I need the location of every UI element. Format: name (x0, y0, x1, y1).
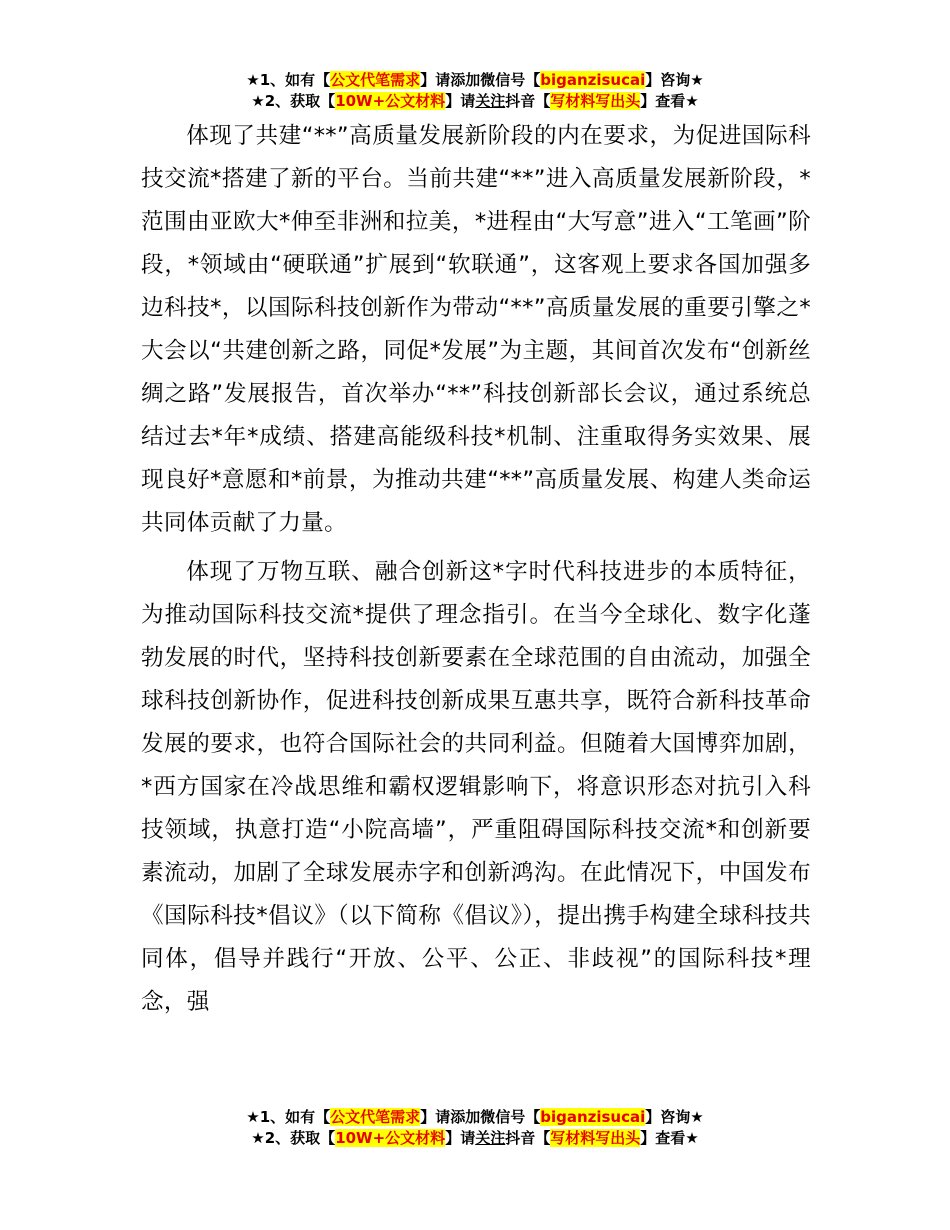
document-body (141, 115, 811, 1030)
highlight-douyin-account: 写材料写出头 (550, 1129, 641, 1147)
banner-text: 】请 (445, 92, 476, 110)
banner-text: 抖音【 (505, 1129, 551, 1147)
highlight-service: 公文代笔需求 (330, 71, 421, 89)
banner-text: 】查看★ (640, 1129, 699, 1147)
banner-text: ★1、如有【 (246, 71, 331, 89)
header-banner-line-2 (0, 91, 950, 112)
footer-banner-line-2 (0, 1128, 950, 1149)
underlined-follow: 关注 (475, 1129, 506, 1147)
header-banner (0, 70, 950, 112)
banner-text: ★1、如有【 (246, 1108, 331, 1126)
footer-banner-line-1 (0, 1107, 950, 1128)
banner-text: ★2、获取【 (251, 1129, 336, 1147)
header-banner-line-1 (0, 70, 950, 91)
body-paragraph-2: 体现了万物互联、融合创新这*字时代科技进步的本质特征，为推动国际科技交流*提供了理念指引。在当今全球化、数字化蓬勃发展的时代，坚持科技创新要素在全球范围的自由流动，加强全球科技创新协作，促进科技创新成果互惠共享，既符合新科技革命发展的要求，也符合国际社会的共同利益。但随着大国博弈加剧，*西方国家在冷战思维和霸权逻辑影响下，将意识形态对抗引入科技领域，执意打造“小院高墙”，严重阻碍国际科技交流*和创新要素流动，加剧了全球发展赤字和创新鸿沟。在此情况下，中国发布《国际科技*倡议》（以下简称《倡议》），提出携手构建全球科技共同体，倡导并践行“开放、公平、公正、非歧视”的国际科技*理念，强 (141, 559, 811, 1015)
banner-text: 】咨询★ (645, 1108, 704, 1126)
body-paragraph-1: 体现了共建“**”高质量发展新阶段的内在要求，为促进国际科技交流*搭建了新的平台。当前共建“**”进入高质量发展新阶段，*范围由亚欧大*伸至非洲和拉美，*进程由“大写意”进入“工笔画”阶段，*领域由“硬联通”扩展到“软联通”，这客观上要求各国加强多边科技*，以国际科技创新作为带动“**”高质量发展的重要引擎之*大会以“共建创新之路，同促*发展”为主题，其间首次发布“创新丝绸之路”发展报告，首次举办“**”科技创新部长会议，通过系统总结过去*年*成绩、搭建高能级科技*机制、注重取得务实效果、展现良好*意愿和*前景，为推动共建“**”高质量发展、构建人类命运共同体贡献了力量。 (141, 123, 811, 536)
banner-text: 】请添加微信号【 (420, 71, 541, 89)
footer-banner (0, 1107, 950, 1149)
underlined-follow: 关注 (475, 92, 506, 110)
highlight-wechat-id: biganzisucai (540, 71, 646, 89)
banner-text: 】咨询★ (645, 71, 704, 89)
banner-text: 】查看★ (640, 92, 699, 110)
highlight-service: 公文代笔需求 (330, 1108, 421, 1126)
banner-text: 】请添加微信号【 (420, 1108, 541, 1126)
highlight-douyin-account: 写材料写出头 (550, 92, 641, 110)
banner-text: 抖音【 (505, 92, 551, 110)
highlight-materials: 10W+公文材料 (335, 92, 446, 110)
banner-text: ★2、获取【 (251, 92, 336, 110)
highlight-materials: 10W+公文材料 (335, 1129, 446, 1147)
highlight-wechat-id: biganzisucai (540, 1108, 646, 1126)
banner-text: 】请 (445, 1129, 476, 1147)
